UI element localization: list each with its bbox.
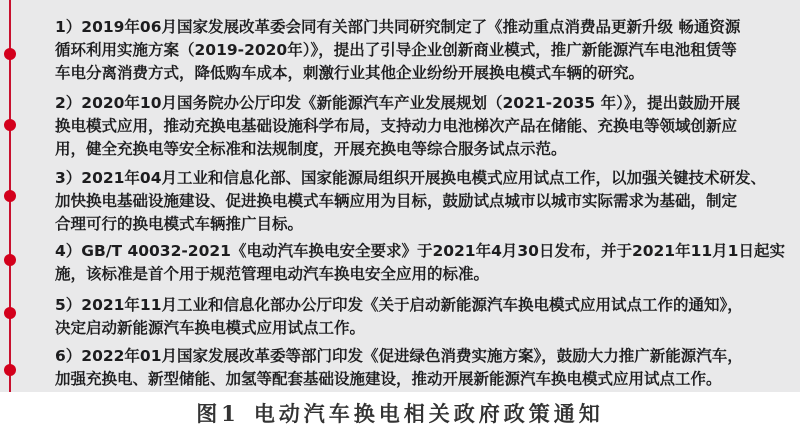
policy-text-line: 1）2019年06月国家发展改革委会同有关部门共同研究制定了《推动重点消费品更新升级 畅通资源 (55, 18, 741, 36)
timeline-dot (4, 254, 16, 266)
policy-text-line: 加快换电基础设施建设、促进换电模式车辆应用为目标，鼓励试点城市以城市实际需求为基础，制定 (55, 192, 738, 210)
policy-text-line: 4）GB/T 40032-2021《电动汽车换电安全要求》于2021年4月30日发布，并于2021年11月1日起实 (55, 242, 785, 260)
policy-item-2 (55, 92, 785, 161)
timeline-dot (4, 48, 16, 60)
timeline-dot (4, 307, 16, 319)
policy-text-line: 3）2021年04月工业和信息化部、国家能源局组织开展换电模式应用试点工作，以加强关键技术研发、 (55, 169, 766, 187)
policy-item-6 (55, 345, 785, 391)
policy-text-line: 施，该标准是首个用于规范管理电动汽车换电安全应用的标准。 (55, 265, 490, 283)
policy-item-3 (55, 167, 785, 236)
policy-text-line: 合理可行的换电模式车辆推广目标。 (55, 215, 304, 233)
policy-text-line: 循环利用实施方案（2019-2020年）》，提出了引导企业创新商业模式，推广新能源汽车电池租赁等 (55, 41, 737, 59)
policy-text-line: 加强充换电、新型储能、加氢等配套基础设施建设，推动开展新能源汽车换电模式应用试点工作。 (55, 370, 722, 388)
policy-text-line: 用，健全充换电等安全标准和法规制度，开展充换电等综合服务试点示范。 (55, 140, 567, 158)
timeline-dot (4, 119, 16, 131)
policy-text-line: 车电分离消费方式，降低购车成本，刺激行业其他企业纷纷开展换电模式车辆的研究。 (55, 64, 645, 82)
figure-caption-number: 图1 (196, 401, 240, 426)
figure-caption (0, 395, 800, 433)
policy-text-line: 换电模式应用，推动充换电基础设施科学布局，支持动力电池梯次产品在储能、充换电等领域创新应 (55, 117, 738, 135)
timeline-dot (4, 190, 16, 202)
policy-item-1 (55, 16, 785, 85)
policy-text-line: 决定启动新能源汽车换电模式应用试点工作。 (55, 319, 366, 337)
policy-text-line: 6）2022年01月国家发展改革委等部门印发《促进绿色消费实施方案》，鼓励大力推广新能源汽车， (55, 347, 743, 365)
policy-item-4 (55, 240, 785, 286)
figure-caption-title: 电动汽车换电相关政府政策通知 (253, 401, 604, 426)
timeline-dot (4, 364, 16, 376)
policy-text-line: 2）2020年10月国务院办公厅印发《新能源汽车产业发展规划（2021-2035 年）》，提出鼓励开展 (55, 94, 741, 112)
policy-item-5 (55, 294, 785, 340)
policy-text-line: 5）2021年11月工业和信息化部办公厅印发《关于启动新能源汽车换电模式应用试点工作的通知》， (55, 296, 743, 314)
